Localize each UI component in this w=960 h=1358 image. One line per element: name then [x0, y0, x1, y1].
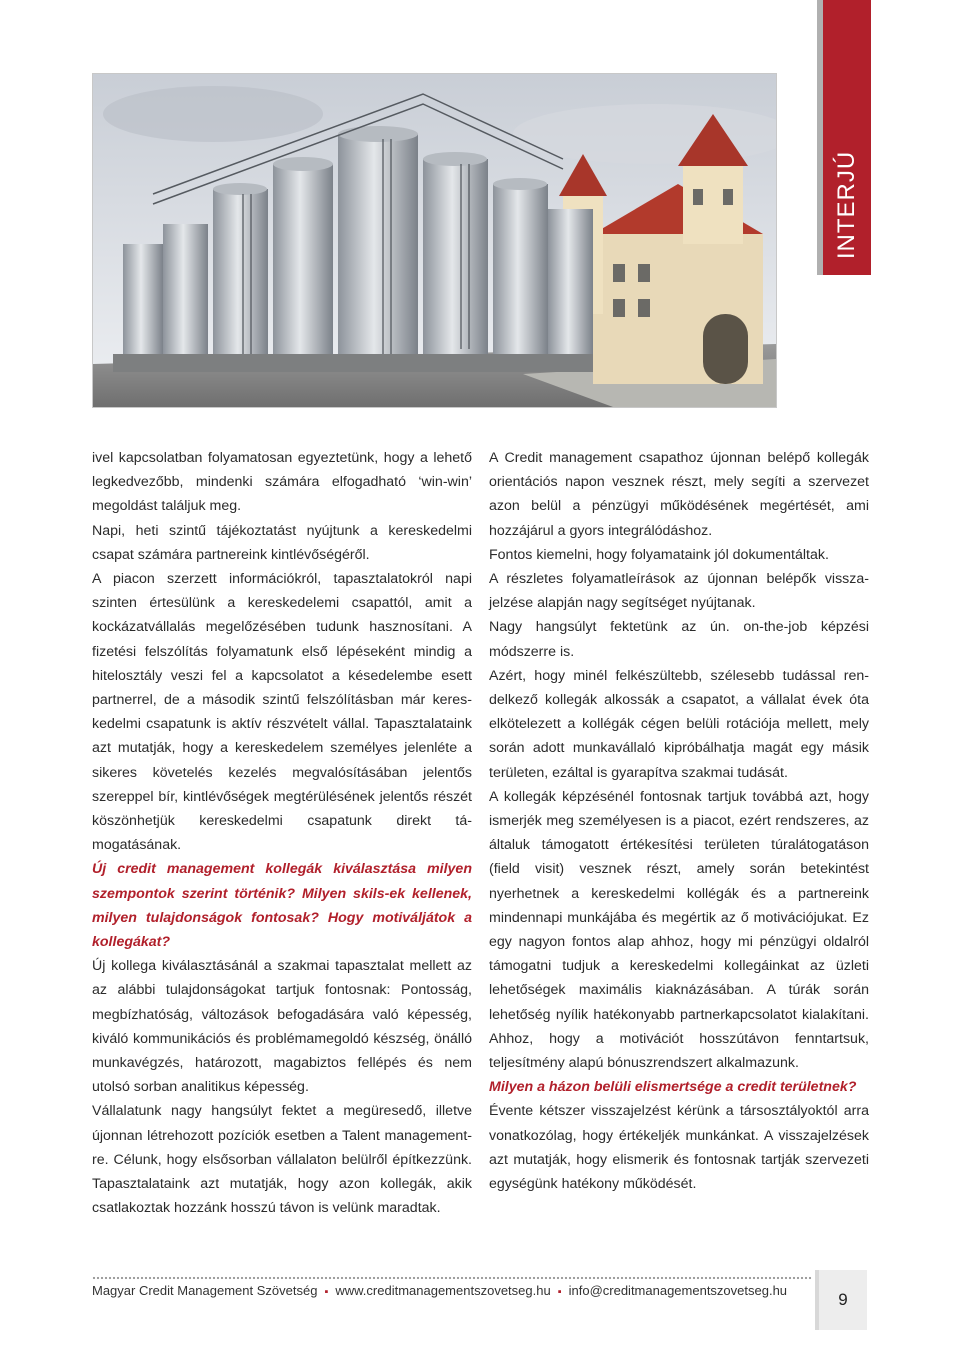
paragraph: A részletes folyamatleírások az újonnan belépők visszajelzése alapján nagy segítséget nyújtanak.	[489, 571, 869, 612]
paragraph: Azért, hogy minél felkészültebb, szélesebb tudással rendelkező kollegák alkossák a csapatot, a vállalat évek óta elkötelezett a kollégák cégen belüli rotációja mellett, mely során adott munkavállaló kipróbálhatja magát egy másik területen, ezáltal is gyarapítva szakmai tudását.	[489, 667, 869, 781]
photo-image	[92, 73, 777, 408]
footer-separator-icon: ▪	[557, 1286, 562, 1298]
text-column-right	[489, 446, 869, 1196]
footer	[92, 1283, 787, 1298]
paragraph: Vállalatunk nagy hangsúlyt fektet a megüresedő, illetve újonnan létrehozott pozíciók esetben a Talent management-re. Célunk, hogy elsősorban vállalaton belülről építkezzünk. Tapasztalataink azt mutatják, hogy azon kollegák, akik csatlakoztak hozzánk hosszú távon is velünk maradtak.	[92, 1103, 472, 1217]
footer-dotted-rule	[92, 1276, 812, 1280]
interview-question: Milyen a házon belüli elismertsége a credit területnek?	[489, 1079, 857, 1096]
page-number-box	[815, 1270, 867, 1330]
paragraph: Nagy hangsúlyt fektetünk az ún. on-the-job képzési módszerre is.	[489, 619, 869, 660]
section-tab-text: INTERJÚ	[833, 150, 860, 260]
paragraph: Új kollega kiválasztásánál a szakmai tapasztalat mellett az az alábbi tulajdonságokat tartjuk fontosnak: Pontosság, megbízhatóság, változások befogadására való képesség, kiváló kommunikációs és problémamegoldó készség, önálló munkavégzés, határozott, magabiztos fellépés és nem utolsó sorban analitikus képesség.	[92, 958, 472, 1096]
paragraph: Napi, heti szintű tájékoztatást nyújtunk a kereskedelmi csapat számára partnereink kintlévőségéről.	[92, 522, 472, 563]
factory-photo-illustration	[93, 74, 776, 407]
footer-website-link[interactable]: www.creditmanagementszovetseg.hu	[335, 1283, 551, 1298]
paragraph: Évente kétszer visszajelzést kérünk a társosztályoktól arra vonatkozólag, hogy értékeljék munkánkat. A visszajelzések azt mutatják, hogy elismerik és fontosnak tartják szervezeti egységünk hatékony működését.	[489, 1103, 869, 1193]
section-tab-label	[827, 150, 867, 260]
paragraph: Fontos kiemelni, hogy folyamataink jól dokumentáltak.	[489, 546, 829, 563]
text-column-left	[92, 446, 472, 1221]
paragraph: ivel kapcsolatban folyamatosan egyeztetünk, hogy a lehető legkedvezőbb, mindenki számára elfogadható ‘win-win’ megoldást találjuk meg.	[92, 450, 472, 515]
footer-org-name: Magyar Credit Management Szövetség	[92, 1283, 318, 1298]
paragraph: A Credit management csapathoz újonnan belépő kollegák orientációs napon vesznek részt, mely segíti a szervezet azon belül a pénzügyi működésének megértését, ami hozzájárul a gyors integrálódáshoz.	[489, 450, 869, 539]
page-number: 9	[819, 1270, 867, 1330]
interview-question: Új credit management kollegák kiválasztása milyen szempontok szerint történik? Milyen skils-ek kellenek, milyen tulajdonságok fontosak? Hogy motiváljátok a kollegákat?	[92, 861, 472, 951]
footer-separator-icon: ▪	[324, 1286, 329, 1298]
paragraph: A piacon szerzett információkról, tapasztalatokról napi szinten értesülünk a kereskedelemi csapattól, amit a kockázatvállalás megelőzésében tudunk hasznosítani. A fizetési felszólítás folyamatunk első lépéseként mindig a hitelosztály veszi fel a kapcsolatot a késedelembe esett partnerrel, de a második szintű felszólításban már kereskedelmi csapatunk is aktív részvételt vállal. Tapasztalataink azt mutatják, hogy a kereskedelem személyes jelenléte a sikeres követelés kezelés megvalósításában jelentős szereppel bír, kintlévőségek megtérülésének jelentős részét köszönhetjük kereskedelmi csapatunk direkt támogatásának.	[92, 571, 472, 854]
paragraph: A kollegák képzésénél fontosnak tartjuk továbbá azt, hogy ismerjék meg személyesen is a piacot, ezért rendszeres, az általuk támogatott értékesítési területen túralátogatáson (field visit) vesznek részt, amely során betekintést nyerhetnek a kereskedelmi kollégák és a partnereink mindennapi munkájába és megértik az ő motivációjukat. Ez egy nagyon fontos alap ahhoz, hogy mi pénzügyi oldalról támogatni tudjuk a kereskedelmi kollegáinkat az üzleti lehetőségek maximális kiaknázásában. A túrák során lehetőség nyílik hatékonyabb partnerkapcsolatot kialakítani. Ahhoz, hogy a motivációt hosszútávon fenntartsuk, teljesítmény alapú bónuszrendszert alkalmazunk.	[489, 788, 869, 1072]
footer-email-link[interactable]: info@creditmanagementszovetseg.hu	[568, 1283, 788, 1298]
